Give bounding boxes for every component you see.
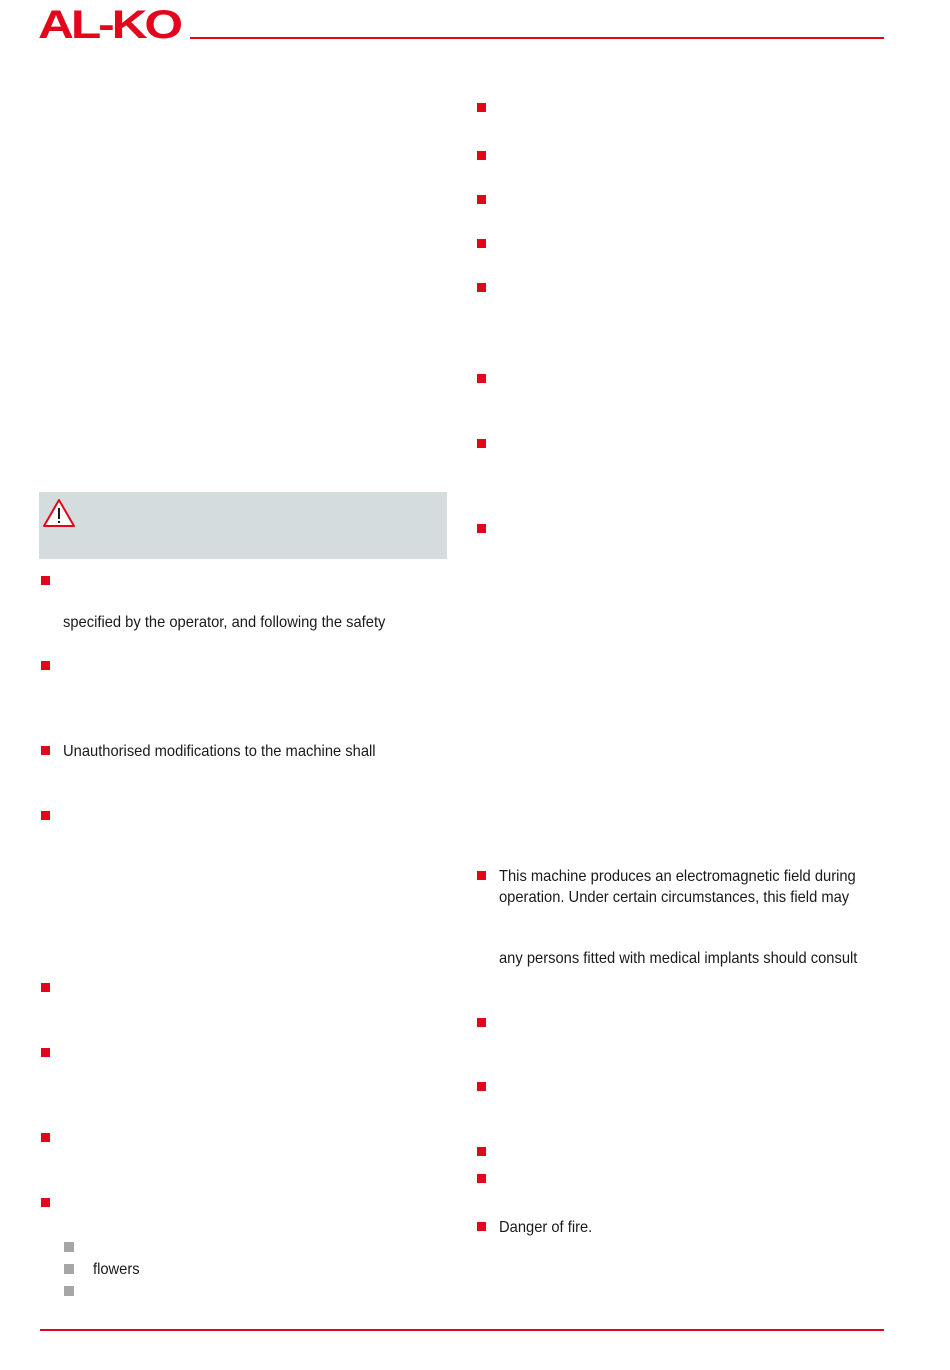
svg-text:AL-KO: AL-KO [38, 5, 182, 43]
alko-logo [38, 5, 182, 43]
bullet-icon [477, 1222, 486, 1231]
sub-bullet-icon [64, 1264, 74, 1274]
safety-warning-box [39, 492, 447, 559]
bullet-icon [477, 1174, 486, 1183]
bullet-icon [41, 1198, 50, 1207]
warning-triangle-icon [42, 498, 76, 528]
bullet-icon [41, 746, 50, 755]
header-divider [190, 37, 884, 39]
bullet-icon [477, 151, 486, 160]
bullet-icon [477, 103, 486, 112]
right-item-text: This machine produces an electromagnetic field during [499, 868, 856, 885]
bullet-icon [477, 239, 486, 248]
left-item-text: specified by the operator, and following the safety [63, 614, 386, 631]
bullet-icon [477, 374, 486, 383]
footer-divider [40, 1329, 884, 1331]
bullet-icon [477, 871, 486, 880]
right-item-text: operation. Under certain circumstances, this field may [499, 889, 850, 906]
bullet-icon [41, 983, 50, 992]
bullet-icon [41, 1133, 50, 1142]
bullet-icon [41, 811, 50, 820]
bullet-icon [41, 1048, 50, 1057]
right-item-text: Danger of fire. [499, 1219, 593, 1236]
bullet-icon [41, 661, 50, 670]
bullet-icon [477, 439, 486, 448]
bullet-icon [477, 1147, 486, 1156]
sub-bullet-icon [64, 1286, 74, 1296]
bullet-icon [477, 1018, 486, 1027]
bullet-icon [477, 283, 486, 292]
left-item-text: Unauthorised modifications to the machine shall [63, 743, 376, 760]
left-sub-item-text: flowers [93, 1261, 140, 1278]
bullet-icon [41, 576, 50, 585]
bullet-icon [477, 195, 486, 204]
bullet-icon [477, 1082, 486, 1091]
bullet-icon [477, 524, 486, 533]
sub-bullet-icon [64, 1242, 74, 1252]
right-item-text: any persons fitted with medical implants should consult [499, 950, 858, 967]
